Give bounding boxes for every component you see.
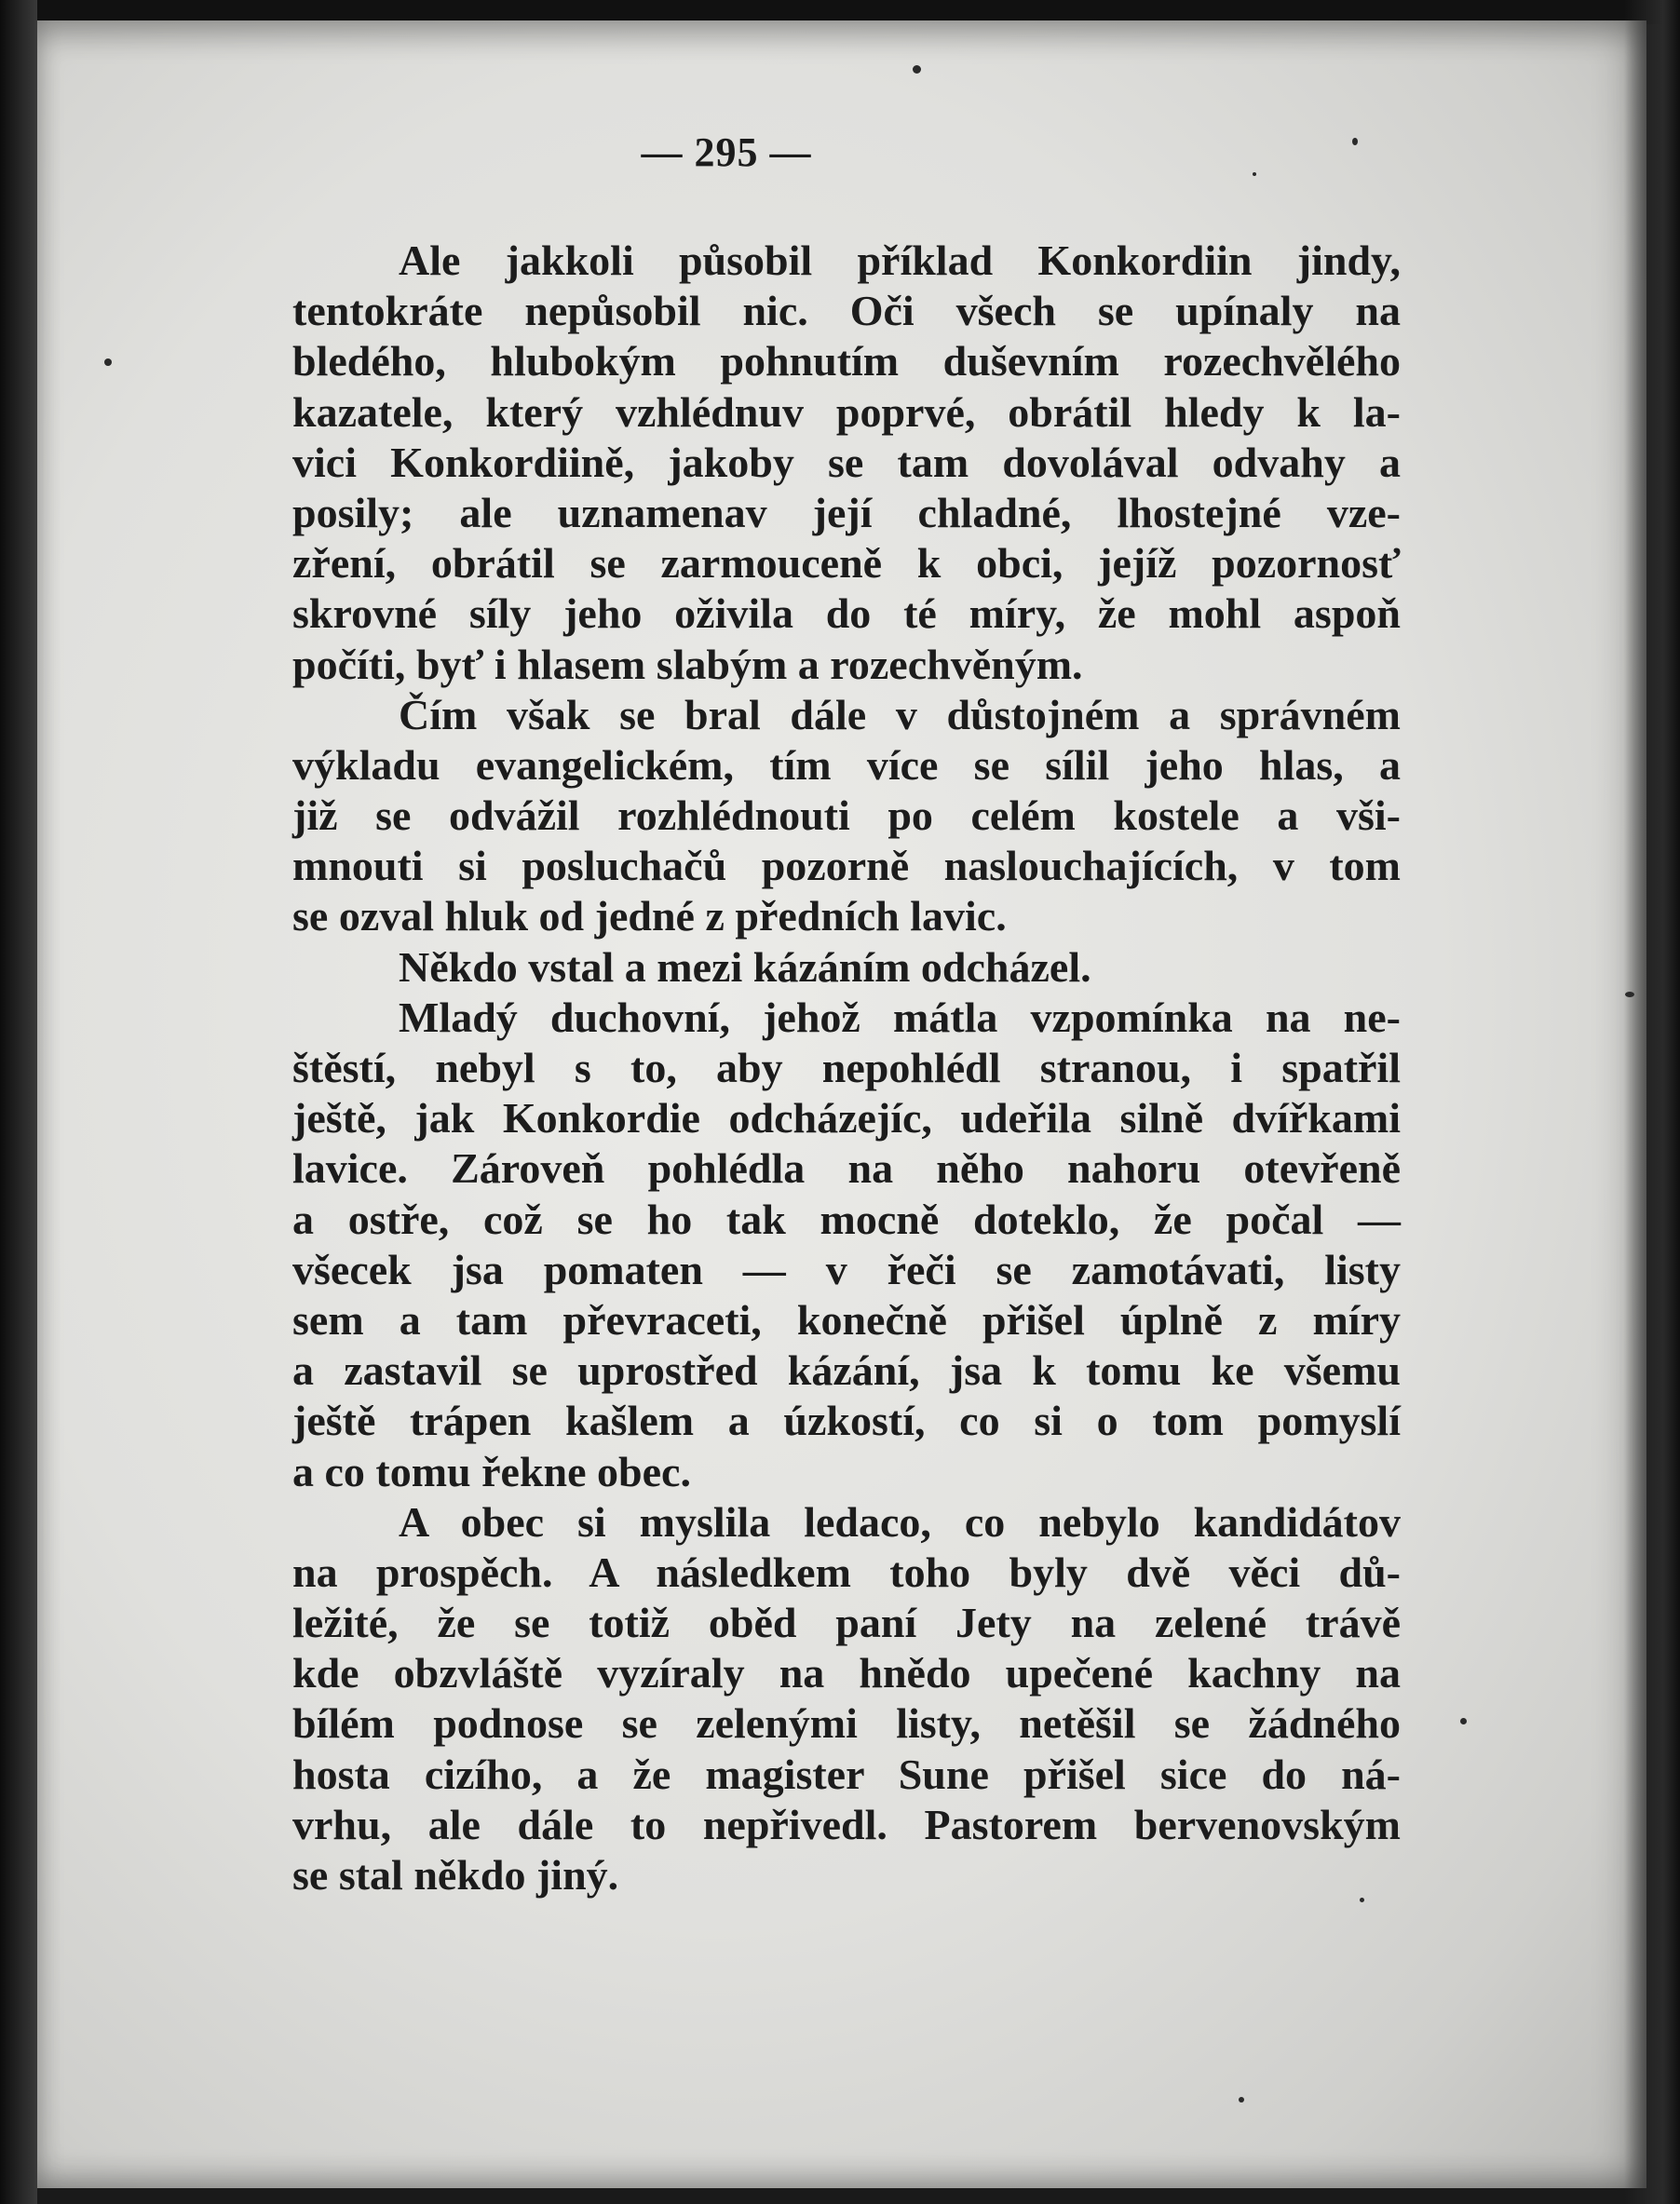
text-line: na prospěch. A následkem toho byly dvě věci dů- (292, 1548, 1401, 1596)
text-line: Někdo vstal a mezi kázáním odcházel. (399, 942, 1091, 991)
ink-speck (1625, 992, 1634, 997)
text-line: a co tomu řekne obec. (292, 1447, 691, 1495)
ink-speck (1460, 1718, 1467, 1724)
text-line: a ostře, což se ho tak mocně doteklo, že počal — (292, 1195, 1401, 1243)
text-line: vrhu, ale dále to nepřivedl. Pastorem bervenovským (292, 1800, 1401, 1848)
ink-speck (1253, 172, 1256, 176)
text-line: se stal někdo jiný. (292, 1851, 619, 1899)
text-line: výkladu evangelickém, tím více se sílil jeho hlas, a (292, 740, 1401, 789)
right-scan-shadow (1624, 0, 1680, 2204)
text-line: skrovné síly jeho oživila do té míry, že mohl aspoň (292, 589, 1401, 638)
text-line: a zastavil se uprostřed kázání, jsa k tomu ke všemu (292, 1346, 1401, 1395)
text-line: kde obzvláště vyzíraly na hnědo upečené kachny na (292, 1649, 1401, 1697)
text-line: ještě, jak Konkordie odcházejíc, udeřila silně dvířkami (292, 1094, 1401, 1143)
text-line: A obec si myslila ledaco, co nebylo kandidátov (399, 1497, 1401, 1546)
text-line: mnouti si posluchačů pozorně naslouchajících, v tom (292, 842, 1401, 890)
text-line: ležité, že se totiž oběd paní Jety na zelené trávě (292, 1599, 1401, 1647)
body-text (292, 236, 1401, 1900)
ink-speck (913, 65, 921, 74)
left-binding-edge (0, 0, 37, 2204)
text-line: lavice. Zároveň pohlédla na něho nahoru otevřeně (292, 1144, 1401, 1193)
ink-speck (104, 358, 112, 366)
text-line: posily; ale uznamenav její chladné, lhostejné vze- (292, 488, 1401, 536)
text-line: Čím však se bral dále v důstojném a správném (399, 690, 1401, 738)
page-number: — 295 — (641, 129, 812, 175)
text-line: všecek jsa pomaten — v řeči se zamotávati, listy (292, 1245, 1401, 1293)
text-line: štěstí, nebyl s to, aby nepohlédl stranou, i spatřil (292, 1044, 1401, 1091)
text-line: tentokráte nepůsobil nic. Oči všech se upínaly na (292, 287, 1401, 335)
ink-speck (1352, 138, 1358, 145)
text-line: hosta cizího, a že magister Sune přišel sice do ná- (292, 1750, 1401, 1798)
text-line: ještě trápen kašlem a úzkostí, co si o tom pomyslí (292, 1397, 1401, 1445)
text-line: již se odvážil rozhlédnouti po celém kostele a vši- (292, 791, 1401, 840)
text-line: zření, obrátil se zarmouceně k obci, jejíž pozornosť (292, 539, 1401, 588)
text-line: vici Konkordiině, jakoby se tam dovolával odvahy a (292, 438, 1401, 486)
text-line: se ozval hluk od jedné z předních lavic. (292, 892, 1007, 940)
text-line: Mladý duchovní, jehož mátla vzpomínka na ne- (399, 993, 1401, 1041)
text-line: kazatele, který vzhlédnuv poprvé, obrátil hledy k la- (292, 387, 1401, 436)
ink-speck (1239, 2097, 1244, 2103)
text-line: sem a tam převraceti, konečně přišel úplně z míry (292, 1295, 1401, 1344)
text-line: bílém podnose se zelenými listy, netěšil se žádného (292, 1699, 1401, 1748)
text-line: počíti, byť i hlasem slabým a rozechvěným. (292, 640, 1083, 688)
text-line: Ale jakkoli působil příklad Konkordiin jindy, (399, 237, 1401, 284)
text-line: bledého, hlubokým pohnutím duševním rozechvělého (292, 337, 1401, 385)
